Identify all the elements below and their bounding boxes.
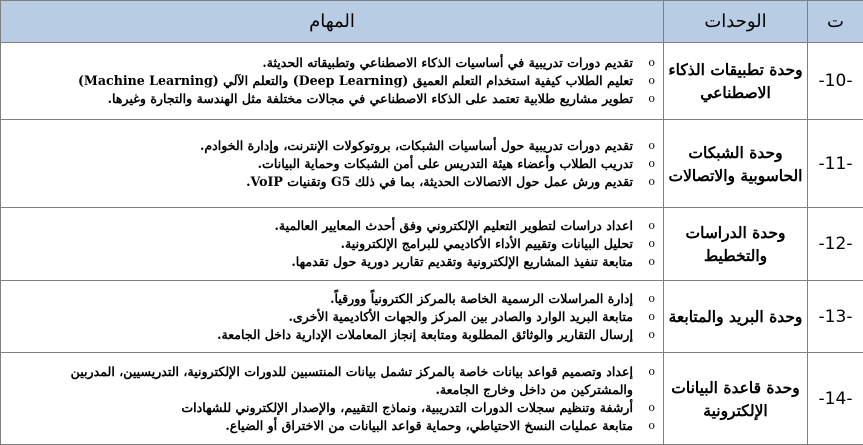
list-item bbox=[5, 72, 657, 90]
task-text: اعداد دراسات لتطوير التعليم الإلكتروني وفق أحدث المعايير العالمية. bbox=[275, 218, 633, 233]
list-item bbox=[5, 155, 657, 173]
bullet-icon: o bbox=[648, 72, 655, 90]
task-text: تقديم دورات تدريبية حول أساسيات الشبكات، بروتوكولات الإنترنت، وإدارة الخوادم. bbox=[200, 138, 633, 153]
list-item bbox=[5, 399, 657, 417]
table-row bbox=[1, 208, 863, 281]
bullet-icon: o bbox=[648, 173, 655, 191]
bullet-icon: o bbox=[648, 137, 655, 155]
table-row bbox=[1, 353, 863, 445]
row-number: -14- bbox=[808, 353, 863, 445]
header-row bbox=[1, 1, 863, 43]
task-list bbox=[5, 54, 657, 108]
table-row bbox=[1, 43, 863, 120]
list-item bbox=[5, 417, 657, 435]
task-text: تطوير مشاريع طلابية تعتمد على الذكاء الاصطناعي في مجالات مختلفة مثل الهندسة والتجارة وغيرها. bbox=[108, 91, 633, 106]
tasks-cell bbox=[1, 208, 664, 281]
bullet-icon: o bbox=[648, 417, 655, 435]
row-number: -12- bbox=[808, 208, 863, 281]
tasks-cell bbox=[1, 43, 664, 120]
row-number: -10- bbox=[808, 43, 863, 120]
bullet-icon: o bbox=[648, 155, 655, 173]
table-row bbox=[1, 120, 863, 208]
bullet-icon: o bbox=[648, 326, 655, 344]
list-item bbox=[5, 363, 657, 399]
bullet-icon: o bbox=[648, 290, 655, 308]
list-item bbox=[5, 235, 657, 253]
bullet-icon: o bbox=[648, 54, 655, 72]
task-text: إرسال التقارير والوثائق المطلوبة ومتابعة إنجاز المعاملات الإدارية داخل الجامعة. bbox=[217, 327, 633, 342]
bullet-icon: o bbox=[648, 399, 655, 417]
task-text: تدريب الطلاب وأعضاء هيئة التدريس على أمن الشبكات وحماية البيانات. bbox=[258, 156, 633, 171]
task-text: تقديم دورات تدريبية في أساسيات الذكاء الاصطناعي وتطبيقاته الحديثة. bbox=[262, 55, 633, 70]
list-item bbox=[5, 217, 657, 235]
bullet-icon: o bbox=[648, 217, 655, 235]
bullet-icon: o bbox=[648, 363, 655, 381]
list-item bbox=[5, 326, 657, 344]
task-text: تقديم ورش عمل حول الاتصالات الحديثة، بما في ذلك G5 وتقنيات VoIP. bbox=[246, 174, 633, 189]
header-num: ت bbox=[808, 1, 863, 43]
task-list bbox=[5, 290, 657, 344]
header-unit: الوحدات bbox=[664, 1, 808, 43]
list-item bbox=[5, 290, 657, 308]
unit-name: وحدة الشبكات الحاسوبية والاتصالات bbox=[664, 120, 808, 208]
table-row bbox=[1, 281, 863, 353]
tasks-cell bbox=[1, 353, 664, 445]
bullet-icon: o bbox=[648, 90, 655, 108]
unit-name: وحدة البريد والمتابعة bbox=[664, 281, 808, 353]
list-item bbox=[5, 308, 657, 326]
header-tasks: المهام bbox=[1, 1, 664, 43]
task-text: تحليل البيانات وتقييم الأداء الأكاديمي للبرامج الإلكترونية. bbox=[341, 236, 633, 251]
task-text: متابعة تنفيذ المشاريع الإلكترونية وتقديم تقارير دورية حول تقدمها. bbox=[291, 254, 633, 269]
bullet-icon: o bbox=[648, 253, 655, 271]
tasks-cell bbox=[1, 120, 664, 208]
task-list bbox=[5, 217, 657, 271]
row-number: -11- bbox=[808, 120, 863, 208]
unit-name: وحدة قاعدة البيانات الإلكترونية bbox=[664, 353, 808, 445]
task-text: أرشفة وتنظيم سجلات الدورات التدريبية، ونماذج التقييم، والإصدار الإلكتروني للشهادات bbox=[181, 400, 633, 415]
list-item bbox=[5, 90, 657, 108]
task-text: إعداد وتصميم قواعد بيانات خاصة بالمركز تشمل بيانات المنتسبين للدورات الإلكترونية، التدريسيين، المدربين والمشتركين من داخل وخارج الجامعة. bbox=[71, 364, 633, 397]
tasks-cell bbox=[1, 281, 664, 353]
task-text: إدارة المراسلات الرسمية الخاصة بالمركز الكترونياً وورقياً. bbox=[330, 291, 633, 306]
task-list bbox=[5, 137, 657, 191]
bullet-icon: o bbox=[648, 235, 655, 253]
bullet-icon: o bbox=[648, 308, 655, 326]
task-list bbox=[5, 363, 657, 435]
list-item bbox=[5, 253, 657, 271]
list-item bbox=[5, 173, 657, 191]
task-text: متابعة عمليات النسخ الاحتياطي، وحماية قواعد البيانات من الاختراق أو الضياع. bbox=[225, 418, 633, 433]
row-number: -13- bbox=[808, 281, 863, 353]
unit-name: وحدة تطبيقات الذكاء الاصطناعي bbox=[664, 43, 808, 120]
task-text: متابعة البريد الوارد والصادر بين المركز والجهات الأكاديمية الأخرى. bbox=[289, 309, 633, 324]
task-text: تعليم الطلاب كيفية استخدام التعلم العميق (Deep Learning) والتعلم الآلي (Machine Learning) bbox=[78, 73, 633, 88]
list-item bbox=[5, 54, 657, 72]
unit-name: وحدة الدراسات والتخطيط bbox=[664, 208, 808, 281]
list-item bbox=[5, 137, 657, 155]
